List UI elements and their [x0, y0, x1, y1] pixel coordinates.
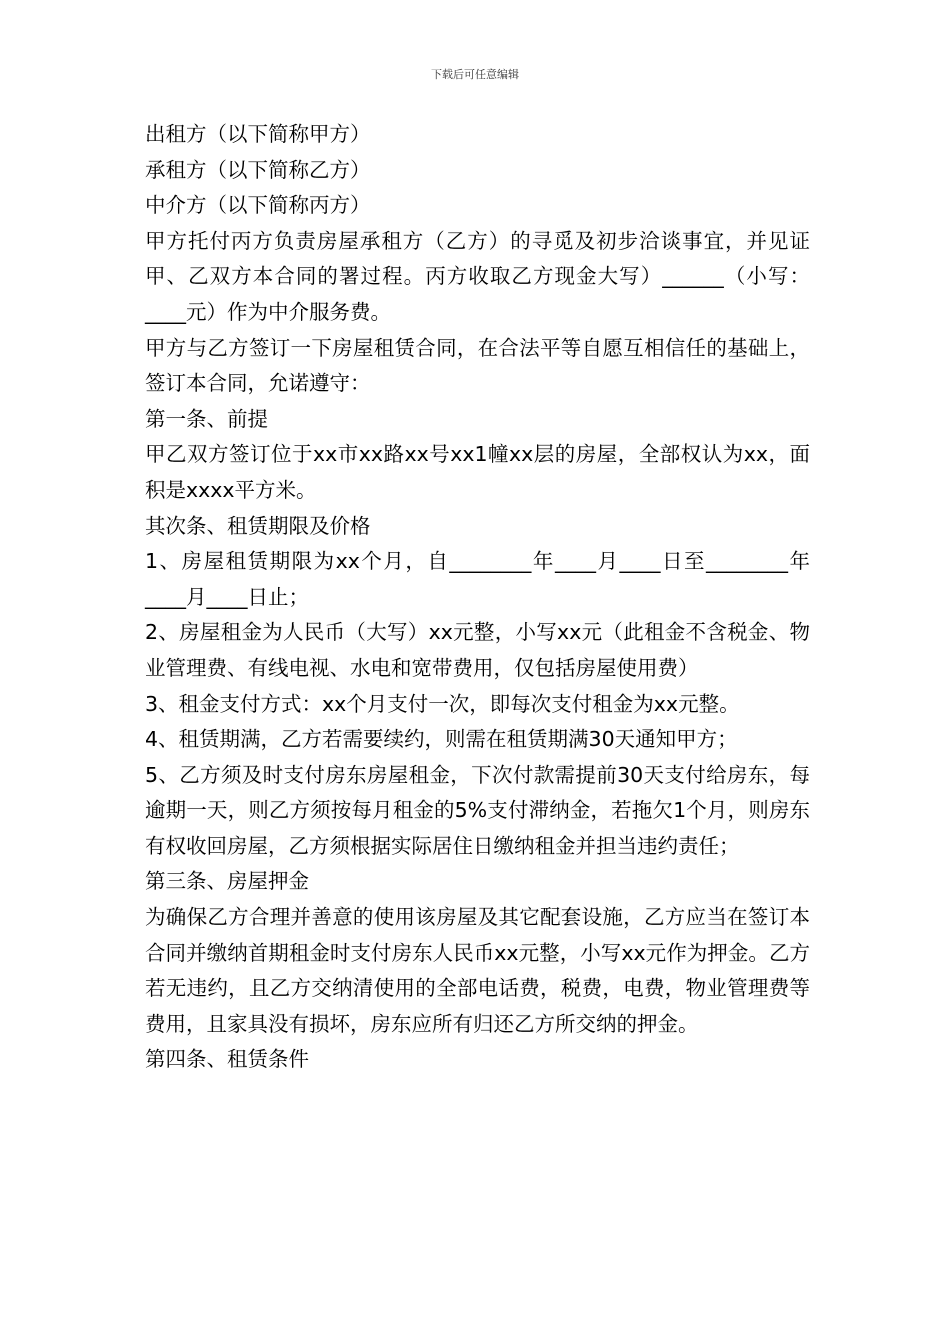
- section-heading-2: 其次条、租赁期限及价格: [145, 513, 371, 538]
- renewal-item: 4、租赁期满，乙方若需要续约，则需在租赁期满30天通知甲方；: [145, 727, 738, 752]
- party-b-line: 承租方（以下简称乙方）: [145, 157, 371, 182]
- party-c-line: 中介方（以下简称丙方）: [145, 193, 371, 218]
- section-heading-4: 第四条、租赁条件: [145, 1047, 309, 1072]
- document-body: [145, 117, 810, 1078]
- late-payment-item: 5、乙方须及时支付房东房屋租金，下次付款需提前30天支付给房东，每逾期一天，则乙方须按每月租金的5%支付滞纳金，若拖欠1个月，则房东有权收回房屋，乙方须根据实际居住日缴纳租金并担当违约责任；: [145, 762, 810, 858]
- deposit-paragraph: 为确保乙方合理并善意的使用该房屋及其它配套设施，乙方应当在签订本合同并缴纳首期租金时支付房东人民币xx元整，小写xx元作为押金。乙方若无违约，且乙方交纳清使用的全部电话费，税费，电费，物业管理费等费用，且家具没有损坏，房东应所有归还乙方所交纳的押金。: [145, 905, 810, 1036]
- section-heading-1: 第一条、前提: [145, 406, 268, 431]
- section-heading-3: 第三条、房屋押金: [145, 869, 309, 894]
- agreement-intro-paragraph: 甲方与乙方签订一下房屋租赁合同，在合法平等自愿互相信任的基础上，签订本合同，允诺遵守：: [145, 335, 810, 396]
- party-a-line: 出租方（以下简称甲方）: [145, 122, 371, 146]
- rent-amount-item: 2、房屋租金为人民币（大写）xx元整，小写xx元（此租金不含税金、物业管理费、有线电视、水电和宽带费用，仅包括房屋使用费）: [145, 620, 810, 680]
- premises-paragraph: 甲乙双方签订位于xx市xx路xx号xx1幢xx层的房屋，全部权认为xx，面积是xxxx平方米。: [145, 442, 810, 502]
- intermediary-fee-paragraph: 甲方托付丙方负责房屋承租方（乙方）的寻觅及初步洽谈事宜，并见证甲、乙双方本合同的署过程。丙方收取乙方现金大写）______（小写：____元）作为中介服务费。: [145, 228, 810, 324]
- lease-term-item: 1、房屋租赁期限为xx个月，自________年____月____日至________年____月____日止；: [145, 549, 810, 609]
- page-header: 下载后可任意编辑: [431, 68, 519, 81]
- payment-method-item: 3、租金支付方式：xx个月支付一次，即每次支付租金为xx元整。: [145, 691, 740, 716]
